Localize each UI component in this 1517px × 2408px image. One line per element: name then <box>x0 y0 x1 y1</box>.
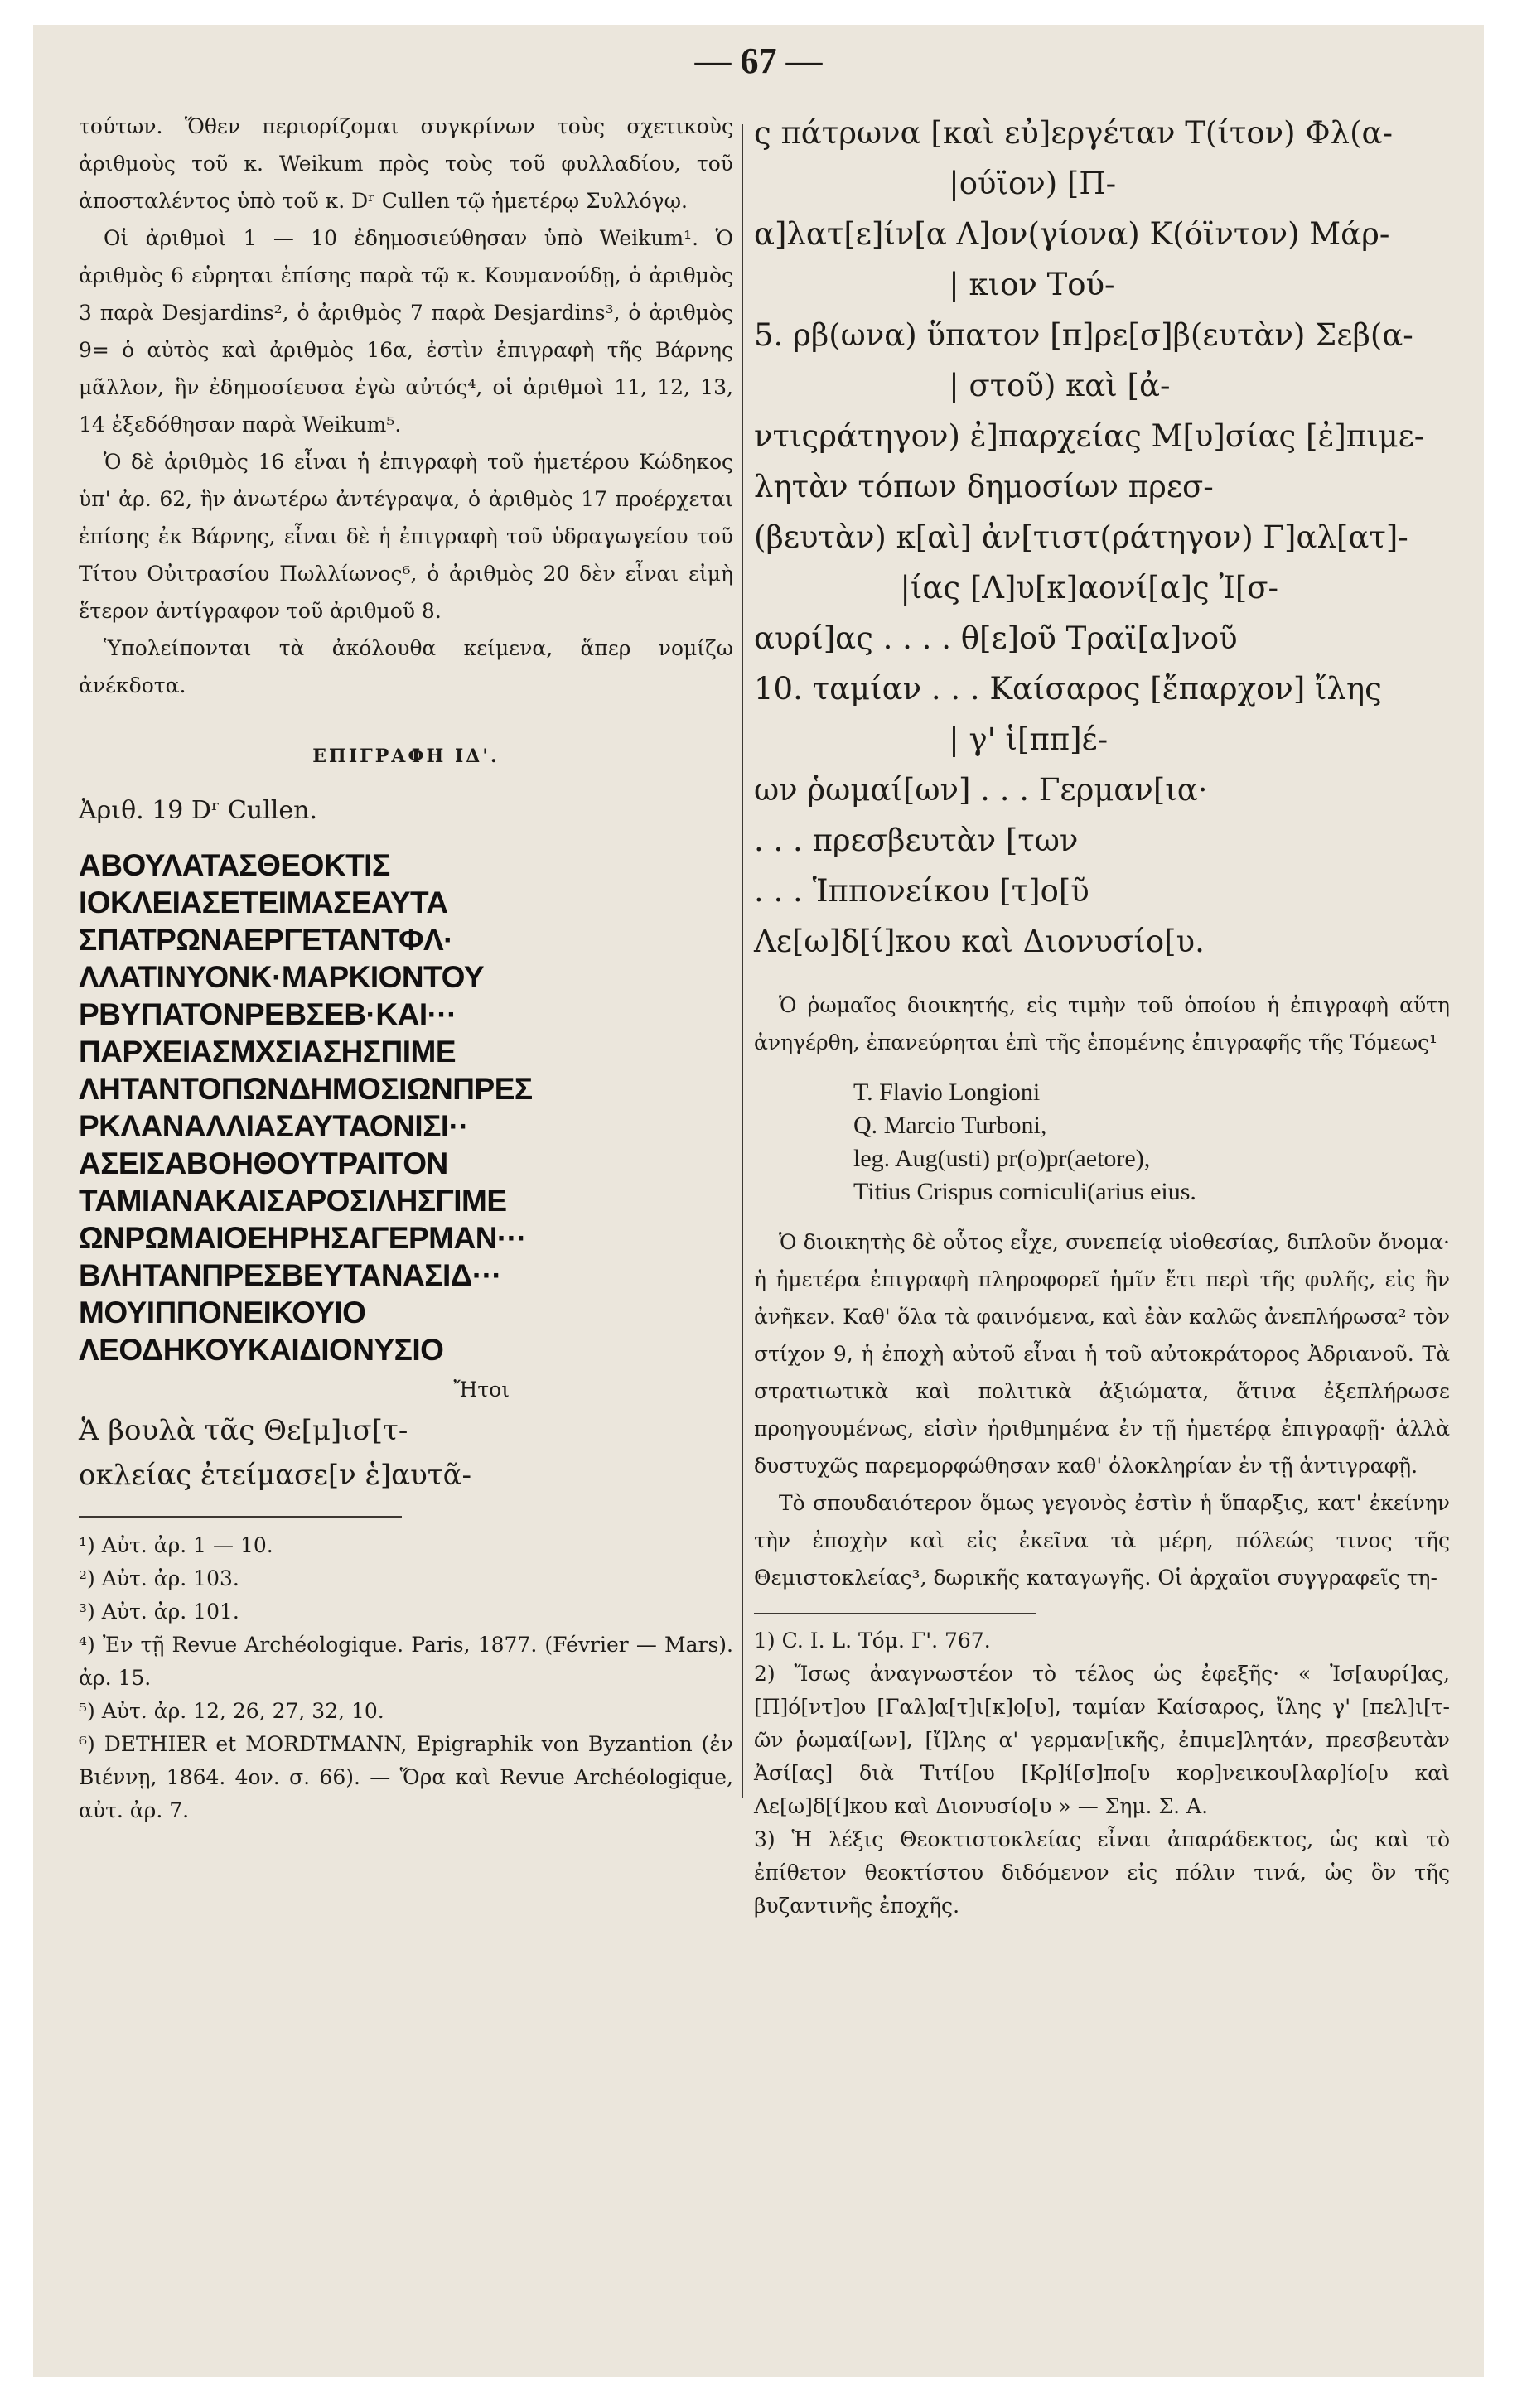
transliteration-line: (βευτὰν) κ[αὶ] ἀν[τιστ(ράτηγον) Γ]αλ[ατ]- <box>754 519 1408 555</box>
right-paragraph-3: Τὸ σπουδαιότερον ὅμως γεγονὸς ἐστὶν ἡ ὕπαρξις, κατ' ἐκείνην τὴν ἐποχὴν καὶ εἰς ἐκεῖνα τὰ μέρη, πόλεώς τινος τῆς Θεμιστοκλείας³, δωρικῆς καταγωγῆς. Οἱ ἀρχαῖοι συγγραφεῖς τη- <box>754 1491 1450 1590</box>
transliteration-line: . . . πρεσβευτὰν [των <box>754 823 1079 858</box>
left-column <box>79 108 733 1827</box>
right-paragraph-2: Ὁ διοικητὴς δὲ οὗτος εἶχε, συνεπείᾳ υἱοθεσίας, διπλοῦν ὄνομα· ἡ ἡμετέρα ἐπιγραφὴ πληροφορεῖ ἡμῖν ἔτι περὶ τῆς φυλῆς, εἰς ἣν ἀνῆκεν. Καθ' ὅλα τὰ φαινόμενα, καὶ ἐὰν καλῶς ἀνεπλήρωσα² τὸν στίχον 9, ἡ ἐποχὴ αὐτοῦ εἶναι ἡ τοῦ αὐτοκράτορος Ἀδριανοῦ. Τὰ στρατιωτικὰ καὶ πολιτικὰ ἀξιώματα, ἅτινα ἐξεπλήρωσε προηγουμένως, εἰσὶν ἠριθμημένα ἐν τῇ ἡμετέρᾳ ἐπιγραφῇ· ἀλλὰ δυστυχῶς παρεμορφώθησαν καθ' ὁλοκληρίαν ἐν τῇ ἀντιγραφῇ. <box>754 1230 1450 1478</box>
latin-line: leg. Aug(usti) pr(o)pr(aetore), <box>853 1145 1151 1172</box>
transliteration-line: Λε[ω]δ[ί]κου καὶ Διονυσίο[υ. <box>754 924 1205 959</box>
transliteration-line: 5. ρβ(ωνα) ὕπατον [π]ρε[σ]β(ευτὰν) Σεβ(α- <box>754 317 1413 353</box>
column-divider <box>742 124 743 1798</box>
inscription-line: ΣΠΑΤΡΩΝΑΕΡΓΕΤΑΝΤΦΛ· <box>79 923 454 957</box>
inscription-line: ΛΕΟΔΗΚΟΥΚΑΙΔΙΟΝΥΣΙΟ <box>79 1333 444 1367</box>
transliteration-line: | κιον Τού- <box>754 267 1115 302</box>
book-page <box>33 25 1484 2377</box>
footnote: ⁶) DETHIER et MORDTMANN, Epigraphik von Byzantion (ἐν Βιέννῃ, 1864. 4ον. σ. 66). — Ὅρα καὶ Revue Archéologique, αὐτ. ἀρ. 7. <box>79 1732 733 1822</box>
footnote: ⁵) Αὐτ. ἀρ. 12, 26, 27, 32, 10. <box>79 1699 384 1723</box>
transliteration-line: α]λατ[ε]ίν[α Λ]ον(γίονα) Κ(όϊντον) Μάρ- <box>754 216 1390 252</box>
inscription-line: ΙΟΚΛΕΙΑΣΕΤΕΙΜΑΣΕΑΥΤΑ <box>79 886 448 919</box>
transliteration-block <box>754 108 1450 967</box>
footnote: 1) C. I. L. Τόμ. Γ'. 767. <box>754 1629 991 1653</box>
inscription-line: ΤΑΜΙΑΝΑΚΑΙΣΑΡΟΣΙΛΗΣΓΙΜΕ <box>79 1184 507 1218</box>
transliteration-line: οκλείας ἐτείμασε[ν ἑ]αυτᾶ- <box>79 1459 472 1492</box>
footnote: ¹) Αὐτ. ἀρ. 1 — 10. <box>79 1533 273 1557</box>
right-column <box>754 108 1450 1923</box>
transliteration-line: |ούϊον) [Π- <box>754 166 1117 201</box>
latin-inscription <box>754 1076 1450 1209</box>
etoi-label: Ἤτοι <box>453 1378 510 1402</box>
inscription-line: ΡΚΛΑΝΑΛΛΙΑΣΑΥΤΑΟΝΙΣΙ·· <box>79 1109 469 1143</box>
inscription-heading: ΕΠΙΓΡΑΦΗ ΙΔ'. <box>312 746 500 767</box>
footnote: 2) Ἴσως ἀναγνωστέον τὸ τέλος ὡς ἐφεξῆς· « Ἰσ[αυρί]ας, [Π]ό[ντ]ου [Γαλ]α[τ]ι[κ]ο[υ], ταμίαν Καίσαρος, ἴλης γ' [πελ]ι[τ-ῶν ῥωμαί[ων], [ἴ]λης α' γερμαν[ικῆς, ἐπιμε]λητάν, πρεσβευτὰν Ἀσί[ας] διὰ Τιτί[ου [Κρ]ί[σ]πο[υ κορ]νεικου[λαρ]ίο[υ καὶ Λε[ω]δ[ί]κου καὶ Διονυσίο[υ » — Σημ. Σ. Α. <box>754 1662 1450 1818</box>
inscription-line: ΛΗΤΑΝΤΟΠΩΝΔΗΜΟΣΙΩΝΠΡΕΣ <box>79 1072 533 1106</box>
footnote: ⁴) Ἐν τῇ Revue Archéologique. Paris, 1877. (Février — Mars). ἀρ. 15. <box>79 1633 733 1690</box>
transliteration-line: ς πάτρωνα [καὶ εὐ]εργέταν Τ(ίτον) Φλ(α- <box>754 115 1394 151</box>
latin-line: T. Flavio Longioni <box>853 1079 1041 1106</box>
inscription-reference: Ἀριθ. 19 Dʳ Cullen. <box>79 796 317 825</box>
inscription-line: ΜΟΥΙΠΠΟΝΕΙΚΟΥΙΟ <box>79 1296 366 1329</box>
transliteration-line: λητὰν τόπων δημοσίων πρεσ- <box>754 469 1214 504</box>
transliteration-line: . . . Ἱππονείκου [τ]ο[ῦ <box>754 873 1089 909</box>
footnote: ²) Αὐτ. ἀρ. 103. <box>79 1566 239 1590</box>
latin-line: Q. Marcio Turboni, <box>853 1112 1047 1139</box>
left-paragraph-4: Ὑπολείπονται τὰ ἀκόλουθα κείμενα, ἅπερ νομίζω ἀνέκδοτα. <box>79 636 733 697</box>
footnote: 3) Ἡ λέξις Θεοκτιστοκλείας εἶναι ἀπαράδεκτος, ὡς καὶ τὸ ἐπίθετον θεοκτίστου διδόμενον εἰς πόλιν τινά, ὡς ὃν τῆς βυζαντινῆς ἐποχῆς. <box>754 1827 1450 1918</box>
inscription-line: ΠΑΡΧΕΙΑΣΜΧΣΙΑΣΗΣΠΙΜΕ <box>79 1035 457 1069</box>
transliteration-line: 10. ταμίαν . . . Καίσαρος [ἔπαρχον] ἴλης <box>754 671 1382 707</box>
inscription-line: ΑΒΟΥΛΑΤΑΣΘΕΟΚΤΙΣ <box>79 848 390 882</box>
inscription-line: ΡΒΥΠΑΤΟΝΡΕΒΣΕΒ·ΚΑΙ··· <box>79 997 457 1031</box>
transliteration-line: |ίας [Λ]υ[κ]αονί[α]ς Ἰ[σ- <box>754 570 1279 606</box>
page-number: — 67 — <box>694 41 823 81</box>
footnote-rule <box>754 1613 1036 1614</box>
inscription-line: ΒΛΗΤΑΝΠΡΕΣΒΕΥΤΑΝΑΣΙΔ··· <box>79 1258 502 1292</box>
right-paragraph-1: Ὁ ῥωμαῖος διοικητής, εἰς τιμὴν τοῦ ὁποίου ἡ ἐπιγραφὴ αὕτη ἀνηγέρθη, ἐπανεύρηται ἐπὶ τῆς ἑπομένης ἐπιγραφῆς τῆς Τόμεως¹ <box>754 993 1450 1054</box>
transliteration-line: ων ῥωμαί[ων] . . . Γερμαν[ια· <box>754 772 1208 808</box>
footnote: ³) Αὐτ. ἀρ. 101. <box>79 1600 239 1624</box>
transliteration-line: αυρί]ας . . . . θ[ε]οῦ Τραϊ[α]νοῦ <box>754 620 1238 656</box>
transliteration-line: ντιςράτηγον) ἐ]παρχείας Μ[υ]σίας [ἐ]πιμε- <box>754 418 1425 454</box>
footnote-rule <box>79 1516 402 1518</box>
left-paragraph-1: τούτων. Ὅθεν περιορίζομαι συγκρίνων τοὺς σχετικοὺς ἀριθμοὺς τοῦ κ. Weikum πρὸς τοὺς τοῦ φυλλαδίου, τοῦ ἀποσταλέντος ὑπὸ τοῦ κ. Dʳ Cullen τῷ ἡμετέρῳ Συλλόγῳ. <box>79 114 733 213</box>
inscription-line: ΩΝΡΩΜΑΙΟΕΗΡΗΣΑΓΕΡΜΑΝ··· <box>79 1221 527 1255</box>
inscription-block <box>79 847 733 1368</box>
transliteration-line: Ἁ βουλὰ τᾶς Θε[μ]ισ[τ- <box>79 1414 408 1447</box>
transliteration-line: | γ' ἱ[ππ]έ- <box>754 721 1109 757</box>
left-paragraph-2: Οἱ ἀριθμοὶ 1 — 10 ἐδημοσιεύθησαν ὑπὸ Weikum¹. Ὁ ἀριθμὸς 6 εὑρηται ἐπίσης παρὰ τῷ κ. Κουμανούδῃ, ὁ ἀριθμὸς 3 παρὰ Desjardins², ὁ ἀριθμὸς 7 παρὰ Desjardins³, ὁ ἀριθμὸς 9= ὁ αὐτὸς καὶ ἀριθμὸς 16α, ἐστὶν ἐπιγραφὴ τῆς Βάρνης μᾶλλον, ἣν ἐδημοσίευσα ἐγὼ αὐτός⁴, οἱ ἀριθμοὶ 11, 12, 13, 14 ἐξεδόθησαν παρὰ Weikum⁵. <box>79 226 733 437</box>
inscription-line: ΛΛΑΤΙΝΥΟΝΚ·ΜΑΡΚΙΟΝΤΟΥ <box>79 960 484 994</box>
latin-line: Titius Crispus corniculi(arius eius. <box>853 1178 1196 1205</box>
left-paragraph-3: Ὁ δὲ ἀριθμὸς 16 εἶναι ἡ ἐπιγραφὴ τοῦ ἡμετέρου Κώδηκος ὑπ' ἀρ. 62, ἣν ἀνωτέρω ἀντέγραψα, ὁ ἀριθμὸς 17 προέρχεται ἐπίσης ἐκ Βάρνης, εἶναι δὲ ἡ ἐπιγραφὴ τοῦ ὑδραγωγείου τοῦ Τίτου Οὐιτρασίου Πωλλίωνος⁶, ὁ ἀριθμὸς 20 δὲν εἶναι εἰμὴ ἕτερον ἀντίγραφον τοῦ ἀριθμοῦ 8. <box>79 450 733 623</box>
transliteration-line: | στοῦ) καὶ [ἀ- <box>754 368 1171 403</box>
inscription-line: ΑΣΕΙΣΑΒΟΗΘΟΥΤΡΑΙΤΟΝ <box>79 1146 448 1180</box>
